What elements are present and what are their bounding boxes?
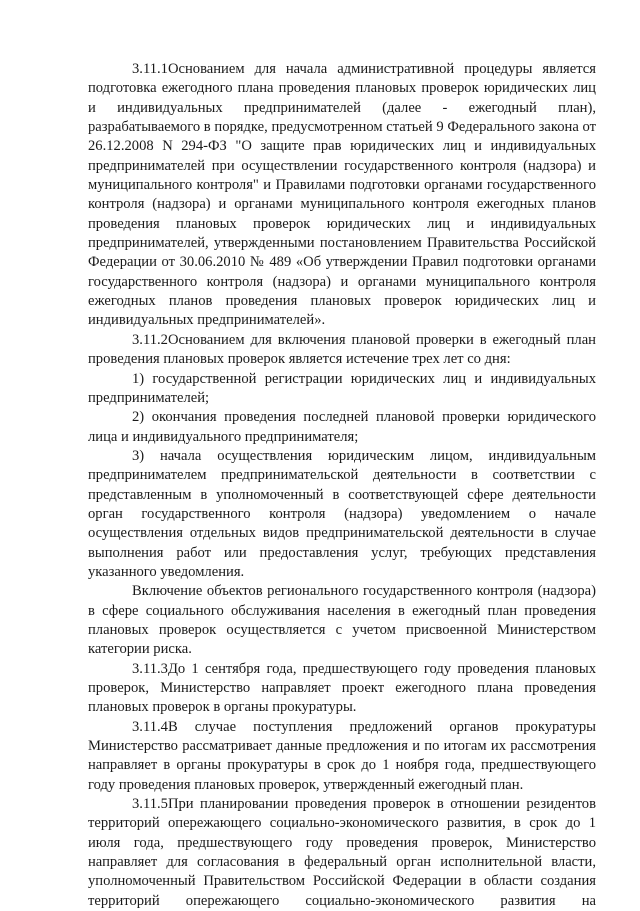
list-item-1: 1) государственной регистрации юридических лиц и индивидуальных предпринимателей;	[88, 370, 596, 406]
paragraph-inclusion: Включение объектов регионального государственного контроля (надзора) в сфере социального обслуживания населения в ежегодный план проведения плановых проверок осуществляется с учетом присвоенной Министерством категории риска.	[88, 583, 596, 658]
paragraph-3-11-3: 3.11.3До 1 сентября года, предшествующего году проведения плановых проверок, Министерство направляет проект ежегодного плана проведения плановых проверок в органы прокуратуры.	[88, 660, 596, 716]
list-item-3: 3) начала осуществления юридическим лицом, индивидуальным предпринимателем предпринимательской деятельности в соответствии с представленным в уполномоченный в соответствующей сфере деятельности орган государственного контроля (надзора) уведомлением о начале осуществления отдельных видов предпринимательской деятельности в случае выполнения работ или предоставления услуг, требующих представления указанного уведомления.	[88, 447, 596, 580]
paragraph-3-11-4: 3.11.4В случае поступления предложений органов прокуратуры Министерство рассматривает данные предложения и по итогам их рассмотрения направляет в органы прокуратуры в срок до 1 ноября года, предшествующего году проведения плановых проверок, утвержденный ежегодный план.	[88, 718, 596, 793]
paragraph-3-11-1: 3.11.1Основанием для начала административной процедуры является подготовка ежегодного плана проведения плановых проверок юридических лиц и индивидуальных предпринимателей (далее - ежегодный план), разрабатываемого в порядке, предусмотренном статьей 9 Федерального закона от 26.12.2008 N 294-ФЗ "О защите прав юридических лиц и индивидуальных предпринимателей при осуществлении государственного контроля (надзора) и муниципального контроля" и Правилами подготовки органами государственного контроля (надзора) и органами муниципального контроля ежегодных планов проведения плановых проверок юридических лиц и индивидуальных предпринимателей, утвержденными постановлением Правительства Российской Федерации от 30.06.2010 № 489 «Об утверждении Правил подготовки органами государственного контроля (надзора) и органами муниципального контроля ежегодных планов проведения плановых проверок юридических лиц и индивидуальных предпринимателей».	[88, 61, 596, 329]
paragraph-3-11-5: 3.11.5При планировании проведения проверок в отношении резидентов территорий опережающего социально-экономического развития, в срок до 1 июля года, предшествующего году проведения проверок, Министерство направляет для согласования в федеральный орган исполнительной власти, уполномоченный Правительством Российской Федерации в области создания территорий опережающего социально-экономического развития на	[88, 796, 596, 909]
document-page	[88, 60, 596, 911]
paragraph-3-11-2: 3.11.2Основанием для включения плановой проверки в ежегодный план проведения плановых проверок является истечение трех лет со дня:	[88, 331, 596, 368]
list-item-2: 2) окончания проведения последней плановой проверки юридического лица и индивидуального предпринимателя;	[88, 409, 596, 445]
